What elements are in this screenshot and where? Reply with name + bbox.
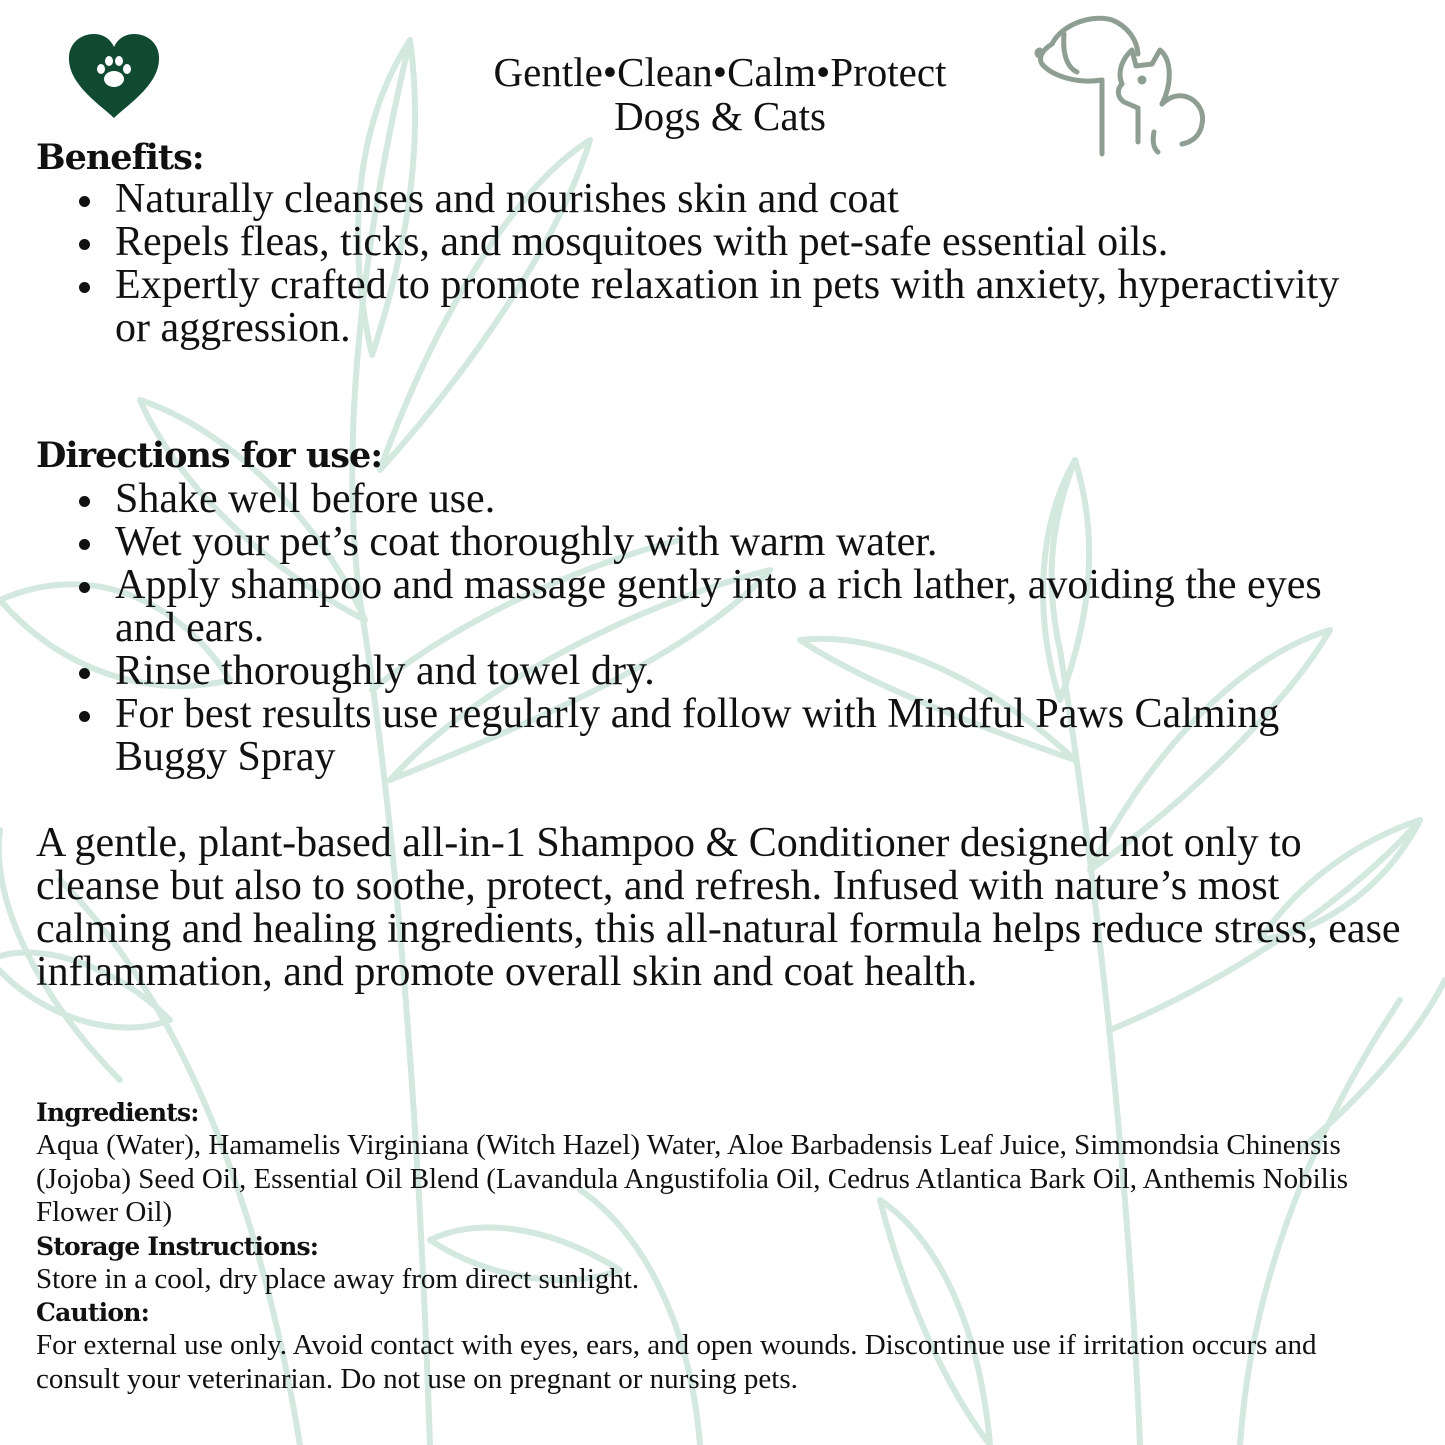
tagline: Gentle•Clean•Calm•Protect xyxy=(493,49,947,95)
direction-item: Shake well before use. xyxy=(0,478,1375,521)
ingredients-text: Aqua (Water), Hamamelis Virginiana (Witch Hazel) Water, Aloe Barbadensis Leaf Juice, Simmondsia Chinensis (Jojoba) Seed Oil, Essential Oil Blend (Lavandula Angustifolia Oil, Cedrus Atlantica Bark Oil, Anthemis Nobilis Flower Oil) xyxy=(36,1129,1349,1228)
benefit-item: Expertly crafted to promote relaxation in pets with anxiety, hyperactivity or aggression. xyxy=(0,264,1375,350)
tagline-subtitle: Dogs & Cats xyxy=(614,93,826,139)
dog-cat-outline-icon xyxy=(1032,14,1217,164)
direction-item: Apply shampoo and massage gently into a rich lather, avoiding the eyes and ears. xyxy=(0,564,1375,650)
direction-item: Rinse thoroughly and towel dry. xyxy=(0,650,1375,693)
directions-title: Directions for use: xyxy=(36,435,383,476)
storage-text: Store in a cool, dry place away from direct sunlight. xyxy=(36,1263,640,1295)
direction-item: Wet your pet’s coat thoroughly with warm water. xyxy=(0,521,1375,564)
benefit-item: Naturally cleanses and nourishes skin and coat xyxy=(0,178,1375,221)
caution-title: Caution: xyxy=(36,1298,149,1327)
benefits-list xyxy=(0,178,1375,350)
caution-text: For external use only. Avoid contact with eyes, ears, and open wounds. Discontinue use if irritation occurs and consult your veterinarian. Do not use on pregnant or nursing pets. xyxy=(36,1329,1317,1395)
benefits-title: Benefits: xyxy=(36,137,204,178)
product-description: A gentle, plant-based all-in-1 Shampoo & Conditioner designed not only to cleanse but also to soothe, protect, and refresh. Infused with nature’s most calming and healing ingredients, this all-natural formula helps reduce stress, ease inflammation, and promote overall skin and coat health. xyxy=(36,820,1401,995)
heart-paw-icon xyxy=(66,32,162,120)
directions-list xyxy=(0,478,1375,779)
direction-item: For best results use regularly and follow with Mindful Paws Calming Buggy Spray xyxy=(0,693,1375,779)
benefit-item: Repels fleas, ticks, and mosquitoes with pet-safe essential oils. xyxy=(0,221,1375,264)
storage-title: Storage Instructions: xyxy=(36,1232,319,1261)
ingredients-title: Ingredients: xyxy=(36,1098,199,1127)
